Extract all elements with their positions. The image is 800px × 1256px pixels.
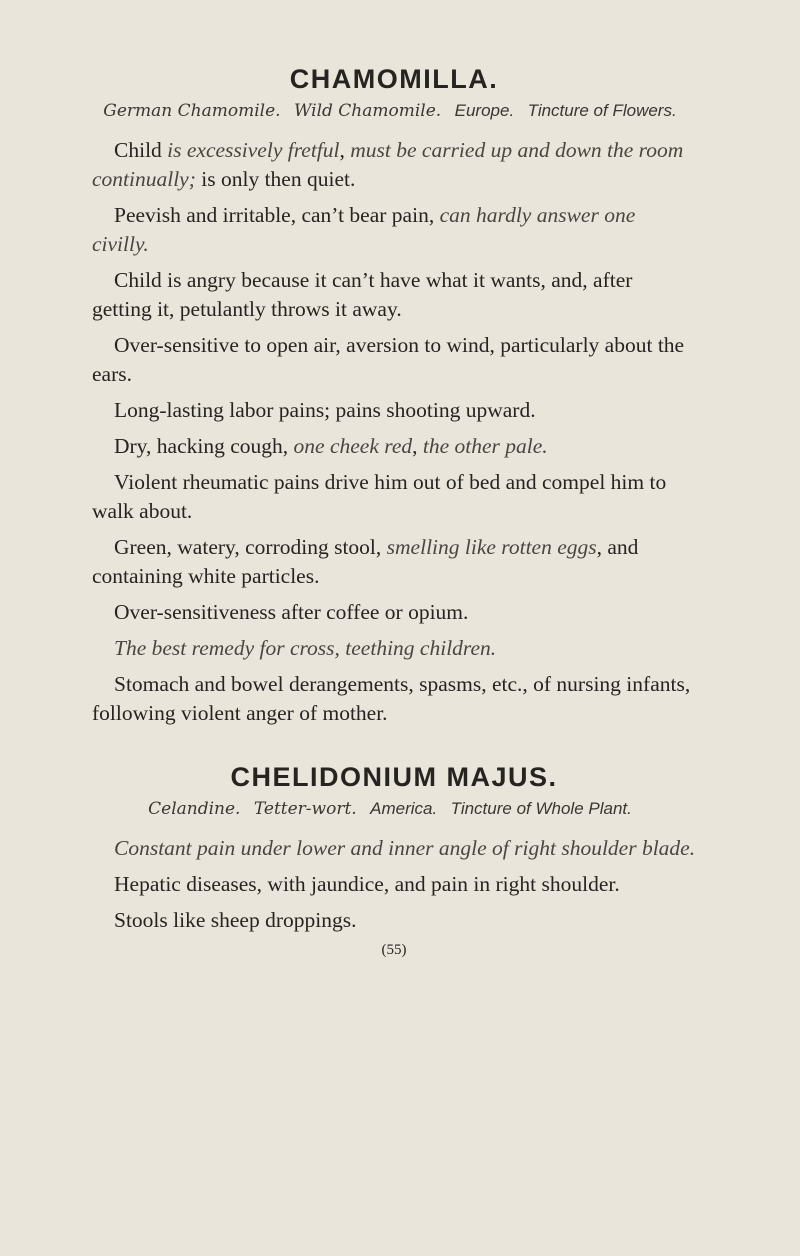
symptom-entry — [92, 634, 696, 663]
symptom-entry — [92, 533, 696, 591]
symptom-entry — [92, 201, 696, 259]
subtitle-part: America. — [370, 799, 438, 818]
text-run: Over-sensitiveness after coffee or opium. — [114, 600, 469, 624]
text-run: Long-lasting labor pains; pains shooting upward. — [114, 398, 536, 422]
subtitle-part: Tincture of Whole Plant. — [450, 799, 632, 818]
text-run: Dry, hacking cough, — [114, 434, 294, 458]
italic-text: The best remedy for cross, teething children. — [114, 636, 497, 660]
symptom-entry — [92, 906, 696, 935]
italic-text: the other pale. — [422, 434, 548, 458]
symptom-entry — [92, 468, 696, 526]
symptom-entry — [92, 396, 696, 425]
italic-text: Constant pain under lower and inner angle of right shoulder blade. — [114, 836, 696, 860]
symptom-entry — [92, 266, 696, 324]
text-run: Child — [114, 138, 168, 162]
italic-text: smelling like rotten eggs — [386, 535, 597, 559]
section-subtitle — [92, 100, 696, 122]
section-subtitle — [92, 798, 696, 820]
subtitle-part: Tincture of Flowers. — [527, 101, 677, 120]
subtitle-part: Europe. — [454, 101, 515, 120]
italic-text: can hardly answer one civilly. — [92, 203, 636, 256]
text-run: Stomach and bowel derangements, spasms, etc., of nursing infants, following violent anger of mother. — [92, 672, 691, 725]
subtitle-part: Celandine. — [148, 799, 241, 819]
subtitle-part: German Chamomile. — [103, 101, 281, 121]
symptom-entry — [92, 432, 696, 461]
symptom-entry — [92, 331, 696, 389]
symptom-list — [92, 834, 696, 935]
symptom-entry — [92, 870, 696, 899]
text-run: Stools like sheep droppings. — [114, 908, 357, 932]
symptom-entry — [92, 670, 696, 728]
italic-text: one cheek red — [293, 434, 413, 458]
text-run: Child is angry because it can’t have what it wants, and, after getting it, petulantly throws it away. — [92, 268, 633, 321]
text-run: Green, watery, corroding stool, — [114, 535, 387, 559]
subtitle-part: Wild Chamomile. — [293, 101, 442, 121]
section-heading: CHELIDONIUM MAJUS. — [230, 762, 558, 792]
italic-text: must be carried up and down the room continually; — [92, 138, 684, 191]
text-run: Over-sensitive to open air, aversion to wind, particularly about the ears. — [92, 333, 685, 386]
section-chelidonium — [92, 760, 696, 935]
symptom-entry — [92, 834, 696, 863]
symptom-entry — [92, 598, 696, 627]
text-run: Hepatic diseases, with jaundice, and pain in right shoulder. — [114, 872, 620, 896]
text-run: Violent rheumatic pains drive him out of bed and compel him to walk about. — [92, 470, 667, 523]
symptom-list — [92, 136, 696, 728]
subtitle-part: Tetter-wort. — [253, 799, 357, 819]
text-run: , — [412, 434, 423, 458]
text-run: Peevish and irritable, can’t bear pain, — [114, 203, 440, 227]
italic-text: is excessively fretful — [167, 138, 340, 162]
text-run: is only then quiet. — [195, 167, 356, 191]
page-number: (55) — [381, 942, 407, 958]
section-chamomilla — [92, 62, 696, 728]
symptom-entry — [92, 136, 696, 194]
text-run: , — [339, 138, 351, 162]
section-heading: CHAMOMILLA. — [289, 64, 499, 94]
text-run: , and containing white particles. — [92, 535, 639, 588]
